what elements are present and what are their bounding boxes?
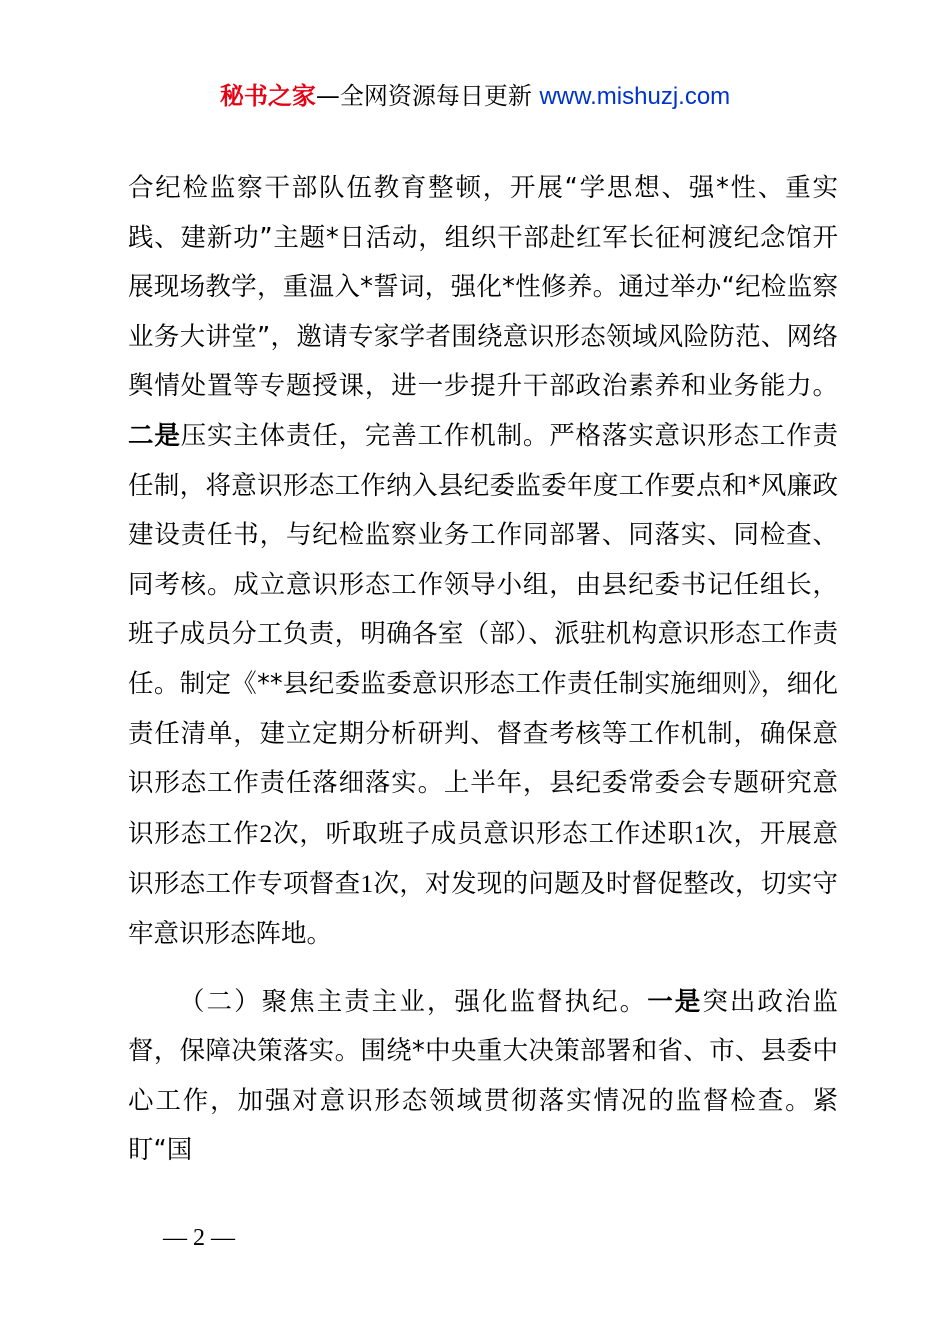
paragraph-1-text-d: 次，听取班子成员意识形态工作述职 — [272, 818, 694, 849]
paragraph-2-text-c: 突出政治监督，保障决策落实。围绕*中央重大决策部署和省、市、县委中心工作，加强对意识形态领域贯彻落实情况的监督检查。紧盯“国 — [128, 986, 838, 1166]
paragraph-1-text-c: 压实主体责任，完善工作机制。严格落实意识形态工作责任制，将意识形态工作纳入县纪委监委年度工作要点和*风廉政建设责任书，与纪检监察业务工作同部署、同落实、同检查、同考核。成立意识形态工作领导小组，由县纪委书记任组长，班子成员分工负责，明确各室（部）、派驻机构意识形态工作责任。制定《**县纪委监委意识形态工作责任制实施细则》，细化责任清单，建立定期分析研判、督查考核等工作机制，确保意识形态工作责任落细落实。上半年，县纪委常委会专题研究意识形态工作 — [128, 420, 838, 849]
site-tagline: —全网资源每日更新 — [315, 82, 540, 110]
paragraph-1-text-f: 次，对发现的问题及时督促整改，切实守牢意识形态阵地。 — [128, 869, 838, 949]
document-body — [128, 164, 838, 1176]
count-3: 1 — [360, 869, 374, 899]
paragraph-2-bold-label: 一是 — [647, 986, 703, 1017]
paragraph-1-bold-label: 二是 — [128, 420, 181, 451]
site-url-link[interactable]: www.mishuzj.com — [539, 83, 731, 110]
paragraph-1-text-a: 合纪检监察干部队伍教育整顿，开展“学思想、强*性、重实践、建新功”主题*日活动，组织干部赴红军长征柯渡纪念馆开展现场教学，重温入*誓词，强化*性修养。通过举办“纪检监察业务大讲堂”，邀请专家学者围绕意识形态领域风险防范、网络舆情处置等专题授课，进一步提升干部政治素养和业务能力。 — [128, 173, 838, 402]
paragraph-1-text-e: 次，开展意识形态工作专项督查 — [128, 818, 838, 900]
count-1: 2 — [259, 818, 273, 848]
paragraph-2 — [128, 978, 838, 1176]
site-brand: 秘书之家 — [219, 82, 316, 110]
page-number: — 2 — — [163, 1225, 235, 1251]
site-header — [0, 80, 950, 113]
paragraph-1 — [128, 164, 838, 960]
paragraph-2-text-a: （二）聚焦主责主业，强化监督执纪。 — [179, 986, 648, 1017]
count-2: 1 — [693, 818, 707, 848]
